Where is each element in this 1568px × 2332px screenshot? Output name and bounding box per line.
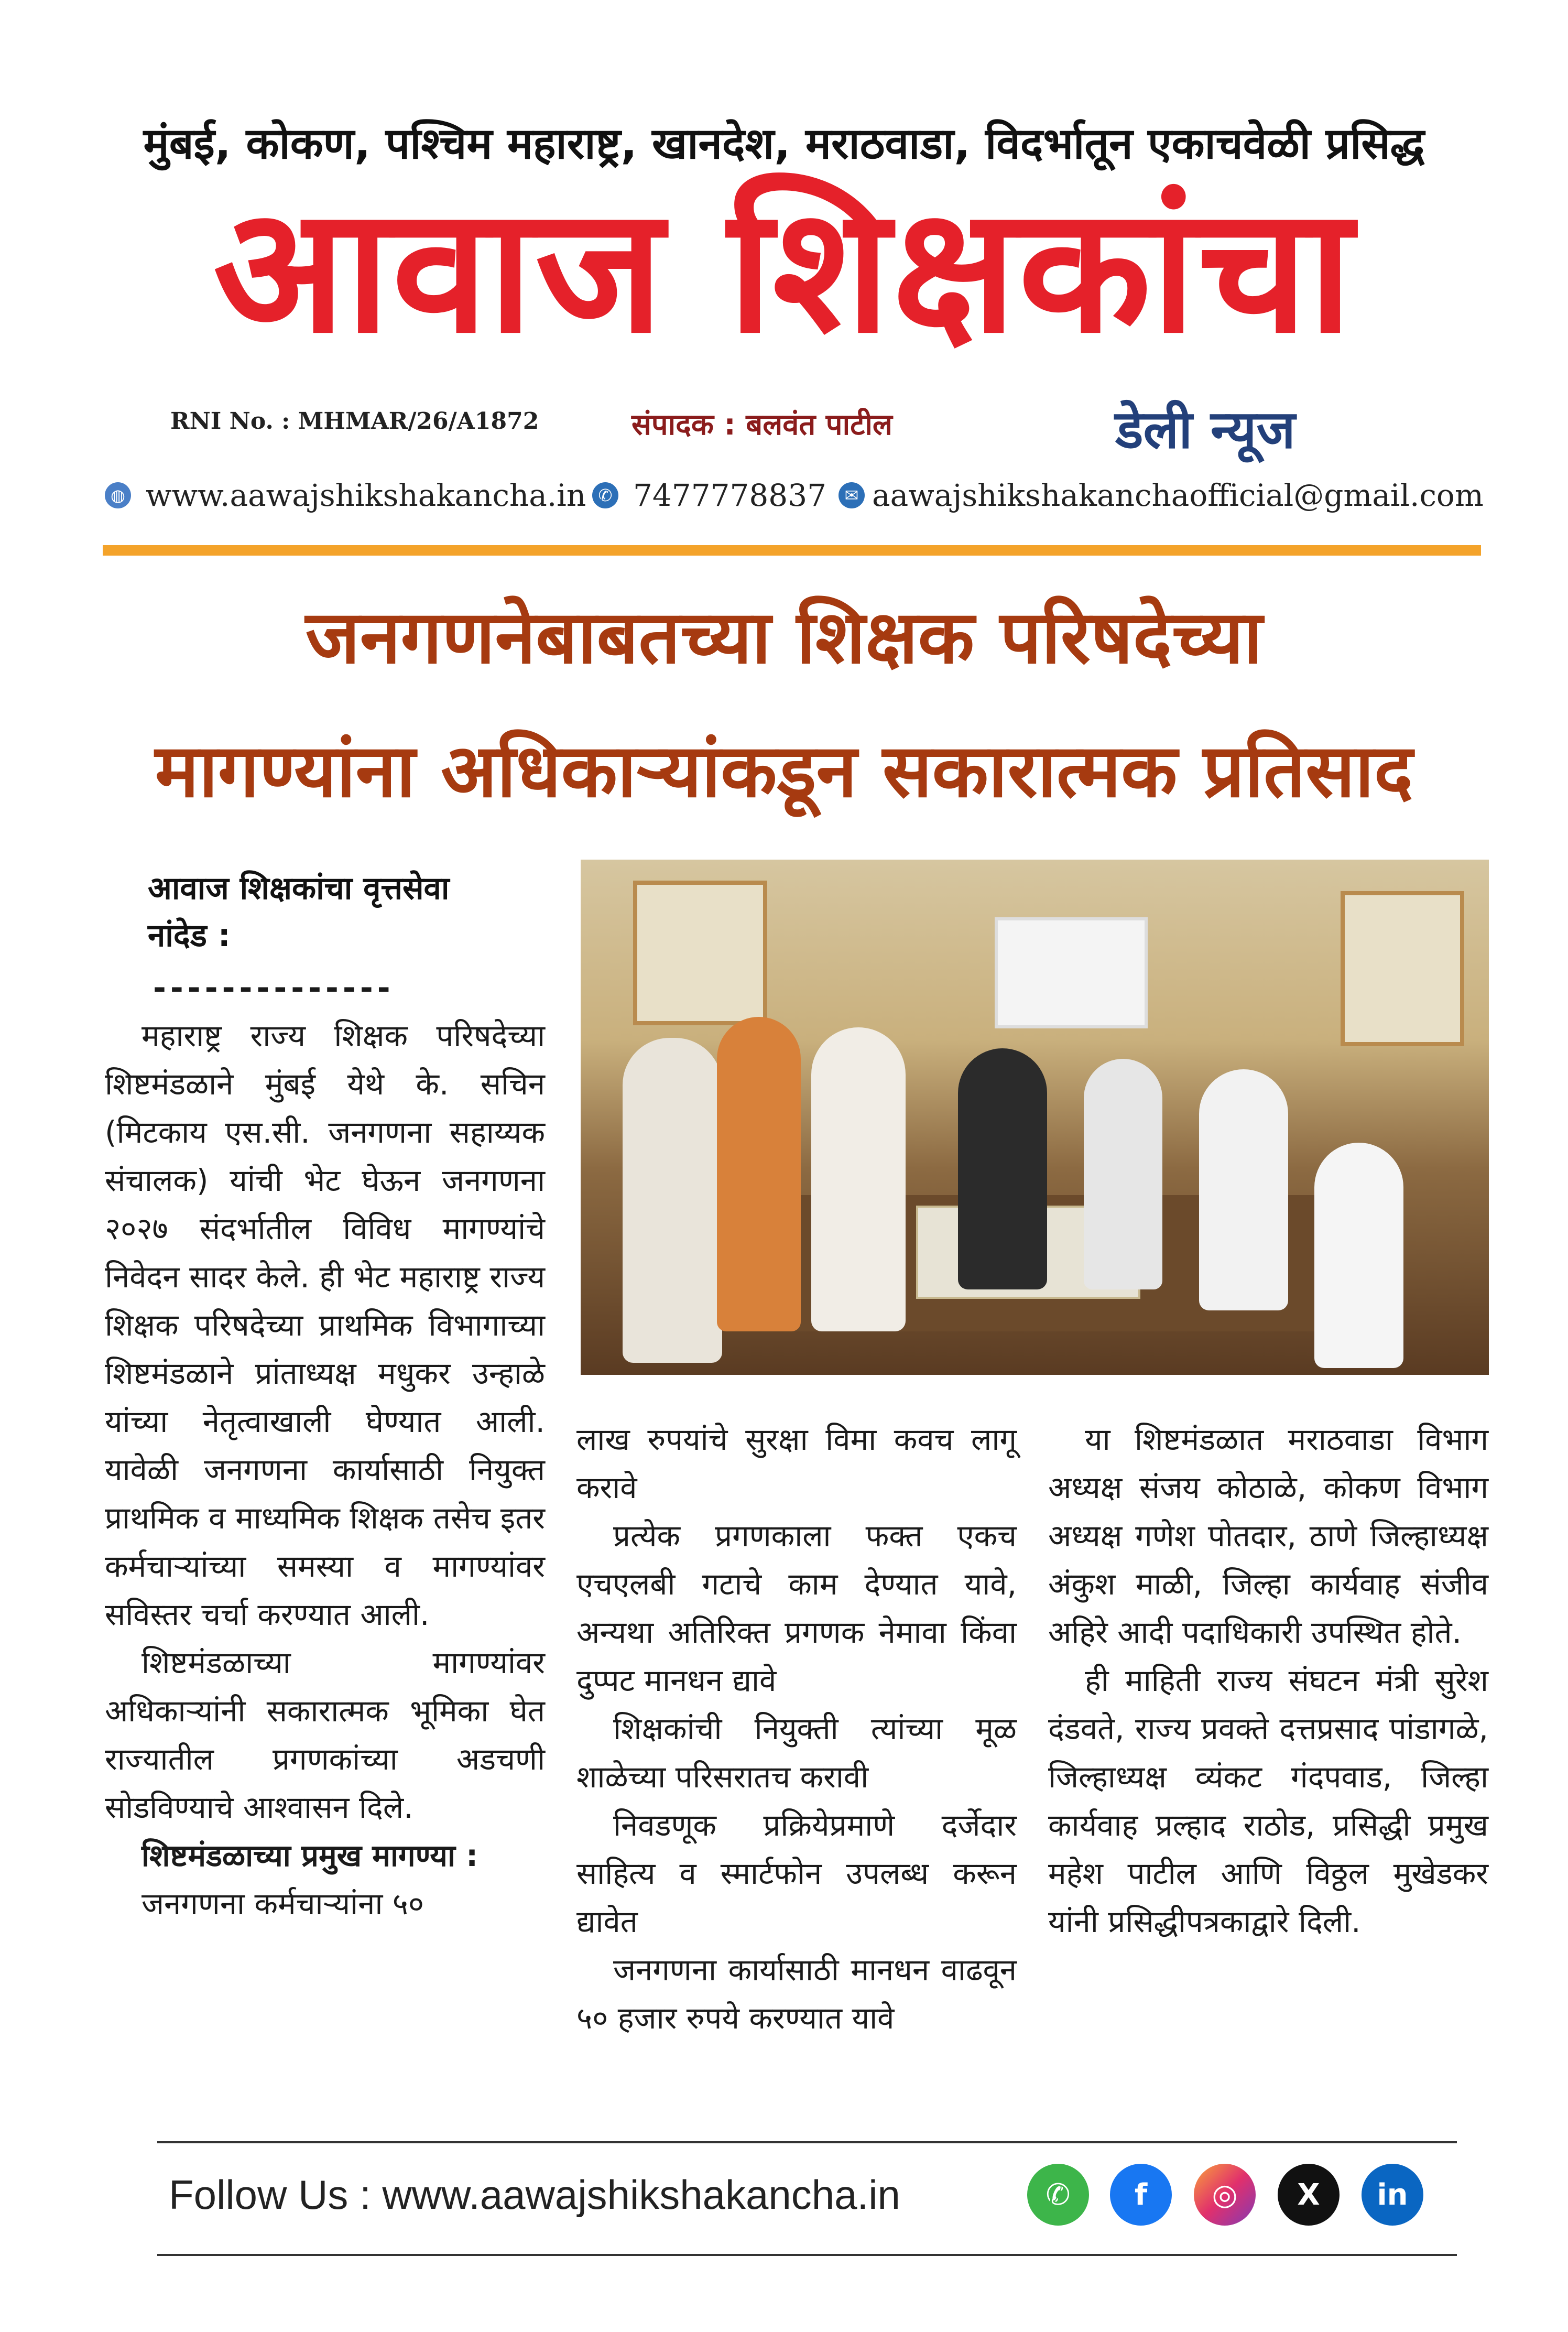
whatsapp-icon: ✆ — [592, 482, 618, 508]
paragraph: शिष्टमंडळाच्या मागण्यांवर अधिकाऱ्यांनी सकारात्मक भूमिका घेत राज्यातील प्रगणकांच्या अडचणी सोडविण्याचे आश्वासन दिले. — [105, 1645, 545, 1825]
projector-screen — [995, 917, 1148, 1028]
person-6 — [1199, 1069, 1288, 1310]
website-contact[interactable] — [105, 474, 586, 516]
news-service: आवाज शिक्षकांचा वृत्तसेवा — [148, 870, 450, 907]
instagram-icon[interactable]: ◎ — [1194, 2164, 1256, 2226]
person-7 — [1314, 1143, 1403, 1368]
headline-line-1: जनगणनेबाबतच्या शिक्षक परिषदेच्या — [305, 595, 1263, 680]
headline-line-2: मागण्यांना अधिकाऱ्यांकडून सकारात्मक प्रतिसाद — [155, 729, 1413, 814]
whatsapp-icon[interactable]: ✆ — [1027, 2164, 1089, 2226]
paragraph: या शिष्टमंडळात मराठवाडा विभाग अध्यक्ष संजय कोठाळे, कोकण विभाग अध्यक्ष गणेश पोतदार, ठाणे जिल्हाध्यक्ष अंकुश माळी, जिल्हा कार्यवाह संजीव अहिरे आदी पदाधिकारी उपस्थित होते. — [1048, 1422, 1488, 1650]
paragraph: जनगणना कार्यासाठी मानधन वाढवून ५० हजार रुपये करण्यात यावे — [576, 1952, 1017, 2036]
globe-icon: ◍ — [105, 482, 131, 508]
mail-icon: ✉ — [839, 482, 865, 508]
paragraph: जनगणना कर्मचाऱ्यांना ५० — [141, 1886, 424, 1922]
article-column-3 — [1048, 1415, 1488, 1946]
subheading-demands: शिष्टमंडळाच्या प्रमुख मागण्या : — [141, 1838, 478, 1873]
tagline: मुंबई, कोकण, पश्चिम महाराष्ट्र, खानदेश, मराठवाडा, विदर्भातून एकाचवेळी प्रसिद्ध — [143, 119, 1425, 169]
article-column-1 — [105, 1012, 545, 1928]
paragraph: प्रत्येक प्रगणकाला फक्त एकच एचएलबी गटाचे काम देण्यात यावे, अन्यथा अतिरिक्त प्रगणक नेमावा किंवा दुप्पट मानधन द्यावे — [576, 1518, 1017, 1698]
footer-rule-top — [157, 2141, 1457, 2143]
newspaper-title: आवाज शिक्षकांचा — [213, 170, 1355, 371]
paragraph: ही माहिती राज्य संघटन मंत्री सुरेश दंडवते, राज्य प्रवक्ते दत्तप्रसाद पांडागळे, जिल्हाध्यक्ष व्यंकट गंदपवाड, जिल्हा कार्यवाह प्रल्हाद राठोड, प्रसिद्धी प्रमुख महेश पाटील आणि विठ्ठल मुखेडकर यांनी प्रसिद्धीपत्रकाद्वारे दिली. — [1048, 1663, 1488, 1939]
edition-label: डेली न्यूज — [1115, 399, 1295, 460]
facebook-icon[interactable]: f — [1110, 2164, 1172, 2226]
linkedin-icon[interactable]: in — [1362, 2164, 1423, 2226]
person-3 — [811, 1027, 906, 1331]
website-link[interactable]: www.aawajshikshakancha.in — [146, 478, 586, 513]
person-5 — [1084, 1059, 1162, 1289]
notice-board-right — [1341, 891, 1464, 1046]
paragraph: शिक्षकांची नियुक्ती त्यांच्या मूळ शाळेच्या परिसरातच करावी — [576, 1711, 1017, 1795]
article-column-2 — [576, 1415, 1017, 2042]
byline-dashes: -------------- — [153, 970, 395, 1006]
person-1 — [623, 1038, 722, 1363]
follow-us-text[interactable]: Follow Us : www.aawajshikshakancha.in — [169, 2172, 900, 2218]
paragraph: लाख रुपयांचे सुरक्षा विमा कवच लागू करावे — [576, 1422, 1017, 1505]
person-4 — [958, 1048, 1047, 1289]
header-divider — [103, 545, 1481, 556]
paragraph: महाराष्ट्र राज्य शिक्षक परिषदेच्या शिष्टमंडळाने मुंबई येथे के. सचिन (मिटकाय एस.सी. जनगणना सहाय्यक संचालक) यांची भेट घेऊन जनगणना २०२७ संदर्भातील विविध मागण्यांचे निवेदन सादर केले. ही भेट महाराष्ट्र राज्य शिक्षक परिषदेच्या प्राथमिक विभागाच्या शिष्टमंडळाने प्रांताध्यक्ष मधुकर उन्हाळे यांच्या नेतृत्वाखाली घेण्यात आली. यावेळी जनगणना कार्यासाठी नियुक्त प्राथमिक व माध्यमिक शिक्षक तसेच इतर कर्मचाऱ्यांच्या समस्या व मागण्यांवर सविस्तर चर्चा करण्यात आली. — [105, 1018, 545, 1632]
byline — [148, 865, 449, 959]
phone-contact[interactable] — [592, 474, 826, 516]
news-photo — [581, 860, 1489, 1375]
rni-number: RNI No. : MHMAR/26/A1872 — [170, 408, 539, 435]
person-2 — [717, 1017, 801, 1331]
phone-number[interactable]: 7477778837 — [633, 478, 827, 513]
editor-name: संपादक : बलवंत पाटील — [631, 408, 892, 442]
email-contact[interactable] — [839, 474, 1484, 516]
dateline-place: नांदेड : — [148, 917, 231, 954]
footer-rule-bottom — [157, 2254, 1457, 2256]
email-address[interactable]: aawajshikshakanchaofficial@gmail.com — [872, 478, 1484, 513]
paragraph: निवडणूक प्रक्रियेप्रमाणे दर्जेदार साहित्य व स्मार्टफोन उपलब्ध करून द्यावेत — [576, 1807, 1017, 1939]
notice-board — [633, 881, 767, 1025]
x-icon[interactable]: X — [1278, 2164, 1340, 2226]
